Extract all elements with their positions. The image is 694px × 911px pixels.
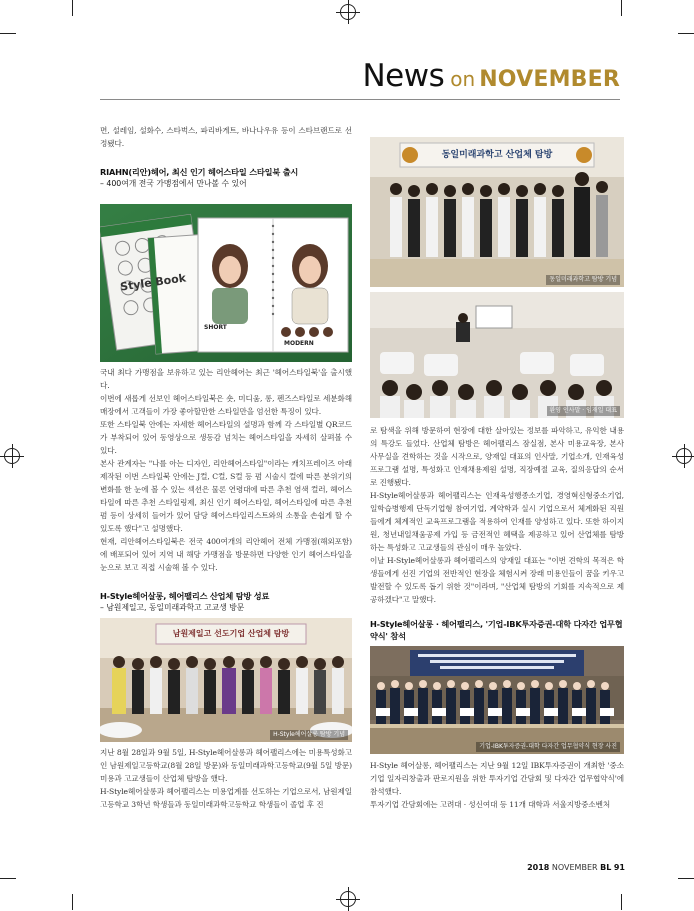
stylebook-label: Style Book xyxy=(119,271,187,294)
article2-subtitle: – 남원제일고, 동일미래과학고 고교생 방문 xyxy=(100,603,245,612)
crop-mark xyxy=(621,894,622,910)
article3-paragraph: H-Style 헤어살롱, 헤어팰리스는 지난 9월 12일 IBK투자증권이 개최한 '중소기업 일자리창출과 판로지원을 위한 투자기업 간담회 및 다자간 업무협약식'에 참석했다. xyxy=(370,761,624,796)
article1-subtitle: – 400여개 전국 가맹점에서 만나볼 수 있어 xyxy=(100,179,247,188)
footer-year: 2018 xyxy=(527,863,550,872)
article2-paragraph: H-Style헤어살롱과 헤어팰리스는 미용업계를 선도하는 기업으로서, 남원제일고등학교 3학년 학생들과 동일미래과학고등학교 학생들이 졸업 후 진 xyxy=(100,787,352,809)
header-rule xyxy=(100,99,620,100)
stylebook-short-label: SHORT xyxy=(204,324,227,331)
namwon-group-photo xyxy=(100,618,352,742)
page-footer xyxy=(527,863,625,872)
crop-mark xyxy=(72,0,73,16)
registration-mark xyxy=(340,891,356,907)
dongil-group-photo xyxy=(370,137,624,287)
registration-mark xyxy=(676,448,692,464)
seminar-illustration xyxy=(370,292,624,418)
right-paragraph: H-Style헤어살롱과 헤어팰리스는 인재육성행종소기업, 경영혁신형중소기업, 일학습병행제 단독기업형 참여기업, 계약학과 실시 기업으로서 체계화된 직원들에게 체계적인 교육프로그램을 적용하여 인재를 양성하고 있다. 또한 하이지원, 청년내일채움공제 가입 등 금전적인 혜택을 제공하고 있어 산업체를 탐방하는 특성화고 고교생들의 관심이 매우 높았다. xyxy=(370,491,624,552)
article1-paragraph: 또한 스타일북 안에는 자세한 헤어스타일의 설명과 함께 각 스타일별 QR코드가 부착되어 있어 동영상으로 생동감 넘치는 헤어스타일을 자세히 살펴볼 수 있다. xyxy=(100,420,352,455)
article1-paragraph: 이번에 새롭게 선보인 헤어스타일북은 숏, 미디움, 롱, 펜즈스타일로 세분화해 매장에서 고객들이 가장 좋아할만한 스타일만을 엄선한 특징이 있다. xyxy=(100,394,352,416)
article2-heading-block xyxy=(100,590,352,614)
article1-paragraph: 현재, 리안헤어스타일북은 전국 400여개의 리안헤어 전체 가맹점(해외포함)에 배포되어 있어 지역 내 해당 가맹점을 방문하면 다양한 인기 헤어스타일을 눈으로 보고 직접 시술해 볼 수 있다. xyxy=(100,537,352,572)
crop-mark xyxy=(621,0,622,16)
article2-body xyxy=(100,746,352,811)
crop-mark xyxy=(678,878,694,879)
mou-photo-caption: 기업-IBK투자증권-대학 다자간 업무협약식 현장 사진 xyxy=(476,742,620,752)
title-month: NOVEMBER xyxy=(479,67,620,92)
article2-paragraph: 지난 8월 28일과 9월 5일, H-Style헤어살롱과 헤어팰리스에는 미용특성화고인 남원제일고등학교(8월 28일 방문)와 동일미래과학고등학교(9월 5일 방문) 미용과 고교생들이 산업체 탐방을 했다. xyxy=(100,748,352,783)
article3-title: H-Style헤어살롱 · 헤어팰리스, '기업-IBK투자증권-대학 다자간 업무협약식' 참석 xyxy=(370,619,623,641)
registration-mark xyxy=(4,448,20,464)
footer-magazine: BL xyxy=(600,863,612,872)
title-news: News xyxy=(362,58,445,94)
left-column xyxy=(100,124,352,190)
intro-text: 면, 설레임, 설화수, 스타벅스, 파리바게트, 바나나우유 등이 스타브랜드로 선정됐다. xyxy=(100,126,352,148)
section-title xyxy=(362,58,620,94)
crop-mark xyxy=(72,894,73,910)
mou-illustration xyxy=(370,646,624,754)
article2-title: H-Style헤어살롱, 헤어팰리스 산업체 탐방 성료 xyxy=(100,591,270,601)
namwon-photo-caption: H-Style헤어살롱 탐방 기념 xyxy=(270,730,348,740)
stylebook-modern-label: MODERN xyxy=(284,340,314,347)
article3-paragraph: 투자기업 간담회에는 고려대 · 성신여대 등 11개 대학과 서울지방중소벤처 xyxy=(370,800,611,809)
article3-heading-block xyxy=(370,618,624,642)
namwon-banner-text: 남원제일고 선도기업 산업체 탐방 xyxy=(172,629,290,638)
registration-mark xyxy=(340,4,356,20)
article3-body xyxy=(370,759,624,811)
seminar-photo-caption: 환영 인사말 · 임재일 대표 xyxy=(547,406,621,416)
crop-mark xyxy=(0,33,16,34)
title-on: on xyxy=(450,67,476,91)
page-number: 91 xyxy=(613,863,625,872)
seminar-photo xyxy=(370,292,624,418)
article1-title: RIAHN(리안)헤어, 최신 인기 헤어스타일 스타일북 출시 xyxy=(100,167,299,177)
article1-body xyxy=(100,366,352,574)
crop-mark xyxy=(678,33,694,34)
right-paragraph: 로 탐색을 위해 방문하여 현장에 대한 살아있는 정보를 파악하고, 유익한 내용의 특강도 들었다. 산업체 탐방은 헤어팰리스 잠실점, 본사 미용교육장, 본사 사무실을 견학하는 것을 시작으로, 양재일 대표의 인사말, 기업소개, 인재육성 프로그램 설명, 특성화고 인재채용제원 설명, 직장예절 교육, 질의응답의 순서로 진행됐다. xyxy=(370,426,624,487)
crop-mark xyxy=(0,878,16,879)
article1-paragraph: 국내 최다 가맹점을 보유하고 있는 리안헤어는 최근 '헤어스타일북'을 출시했다. xyxy=(100,368,352,390)
dongil-banner-text: 동일미래과학고 산업체 탐방 xyxy=(441,150,553,160)
dongil-photo-caption: 동일미래과학고 탐방 기념 xyxy=(546,275,620,285)
footer-month: NOVEMBER xyxy=(551,863,598,872)
article1-paragraph: 본사 관계자는 "나를 아는 디자인, 리안헤어스타일"이라는 캐치프레이즈 아래 제작된 이번 스타일북 안에는 J컬, C컬, S컬 등 펌 시술시 컬에 따른 분위기의 변화를 한 눈에 볼 수 있는 섹션은 물론 연령대에 따른 추천 염색 컬러, 헤어스타일에 따른 추천 스타일링제, 최신 인기 헤어스타일, 헤어스타일에 따른 추천 펌 등이 상세히 들어가 있어 담당 헤어스타일리스트와의 소통을 손쉽게 할 수 있도록 했다"고 설명했다. xyxy=(100,459,352,533)
stylebook-photo xyxy=(100,204,352,362)
mou-photo xyxy=(370,646,624,754)
right-column-body xyxy=(370,424,624,606)
right-paragraph: 이날 H-Style헤어살롱과 헤어팰리스의 양재일 대표는 "이번 견학의 목적은 학생들에게 선진 기업의 전반적인 현장을 체험시켜 장래 미용인들이 꿈을 키우고 발전할 수 있도록 돕기 위한 것"이라며, "산업체 탐방의 기회를 지속적으로 제공하겠다"고 말했다. xyxy=(370,556,624,604)
